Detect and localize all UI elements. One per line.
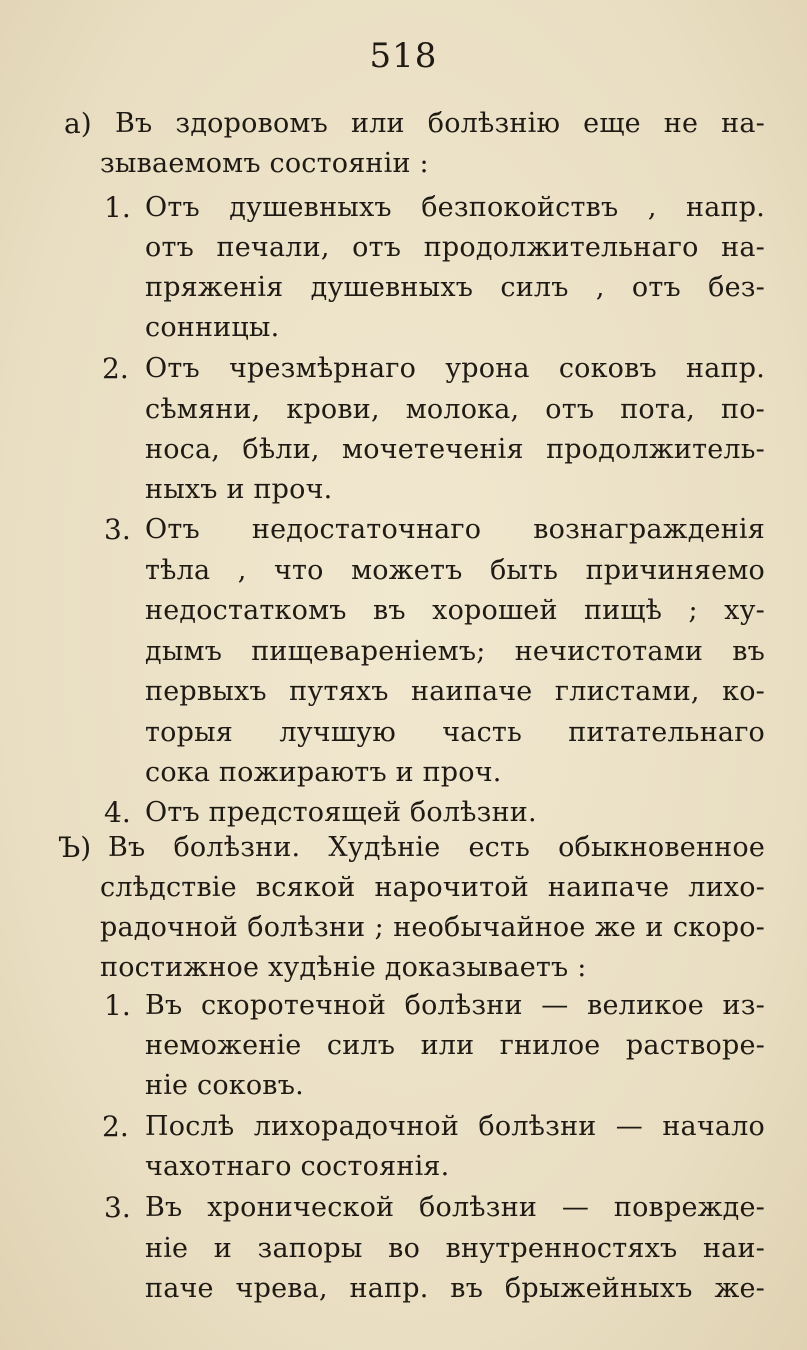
item-number: 2.	[102, 352, 129, 385]
section-b-line: Въ болѣзни. Худѣніе есть обыкновенное	[108, 832, 765, 863]
section-b-line: слѣдствіе всякой нарочитой наипаче лихо-	[100, 872, 765, 903]
item-number: 2.	[102, 1110, 129, 1143]
section-a-line: Въ здоровомъ или болѣзнію еще не на-	[115, 108, 765, 139]
item-line: Отъ душевныхъ безпокойствъ , напр.	[145, 192, 765, 223]
section-a-line: зываемомъ состояніи :	[100, 148, 429, 179]
item-line: пряженія душевныхъ силъ , отъ без-	[145, 272, 765, 303]
item-number: 3.	[104, 1191, 131, 1224]
item-number: 1.	[104, 191, 131, 224]
item-line: паче чрева, напр. въ брыжейныхъ же-	[145, 1273, 765, 1304]
section-b-marker: Ъ)	[58, 831, 92, 864]
item-line: чахотнаго состоянія.	[145, 1151, 450, 1182]
item-line: Въ скоротечной болѣзни — великое из-	[145, 990, 765, 1021]
item-line: Отъ чрезмѣрнаго урона соковъ напр.	[145, 353, 765, 384]
item-line: сока пожираютъ и проч.	[145, 757, 502, 788]
section-b-line: постижное худѣніе доказываетъ :	[100, 952, 587, 983]
section-a-marker: а)	[64, 107, 92, 140]
item-line: сѣмяни, крови, молока, отъ пота, по-	[145, 394, 765, 425]
item-line: Послѣ лихорадочной болѣзни — начало	[145, 1111, 765, 1142]
item-line: неможеніе силъ или гнилое растворе-	[145, 1030, 765, 1061]
item-line: дымъ пищевареніемъ; нечистотами въ	[145, 636, 765, 667]
item-line: тѣла , что можетъ быть причиняемо	[145, 555, 765, 586]
item-number: 3.	[104, 513, 131, 546]
item-line: недостаткомъ въ хорошей пищѣ ; ху-	[145, 595, 765, 626]
item-number: 4.	[104, 796, 131, 829]
page-number: 518	[369, 36, 438, 76]
item-line: ніе и запоры во внутренностяхъ наи-	[145, 1233, 765, 1264]
item-line: ныхъ и проч.	[145, 474, 333, 505]
item-line: носа, бѣли, мочетеченія продолжитель-	[145, 434, 765, 465]
item-line: сонницы.	[145, 312, 280, 343]
item-line: Отъ недостаточнаго вознагражденія	[145, 514, 765, 545]
item-number: 1.	[104, 989, 131, 1022]
item-line: Отъ предстоящей болѣзни.	[145, 797, 537, 828]
item-line: ніе соковъ.	[145, 1070, 304, 1101]
item-line: Въ хронической болѣзни — поврежде-	[145, 1192, 765, 1223]
item-line: отъ печали, отъ продолжительнаго на-	[145, 232, 765, 263]
item-line: торыя лучшую часть питательнаго	[145, 717, 765, 748]
item-line: первыхъ путяхъ наипаче глистами, ко-	[145, 676, 765, 707]
section-b-line: радочной болѣзни ; необычайное же и скоро-	[100, 912, 765, 943]
